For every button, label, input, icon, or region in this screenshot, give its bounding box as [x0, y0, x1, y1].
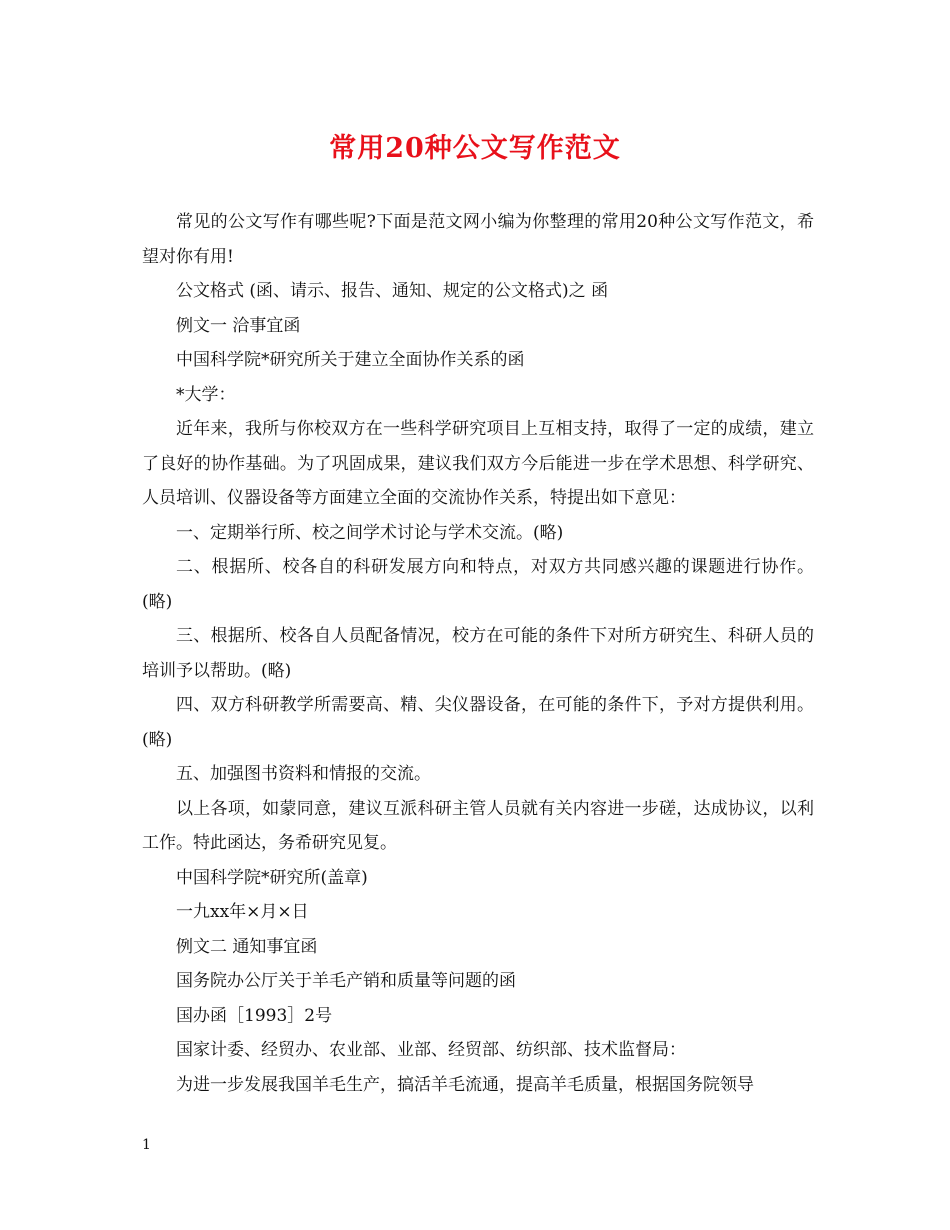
paragraph-letter-two-number: 国办函［1993］2号	[176, 1005, 333, 1026]
paragraph-item-five: 五、加强图书资料和情报的交流。	[176, 764, 431, 784]
paragraph-item-four: 四、双方科研教学所需要高、精、尖仪器设备，在可能的条件下，予对方提供利用。(略)	[142, 695, 814, 750]
paragraph-letter-two-body: 为进一步发展我国羊毛生产，搞活羊毛流通，提高羊毛质量，根据国务院领导	[176, 1074, 754, 1095]
document-title: 常用20种公文写作范文	[329, 133, 621, 164]
paragraph-example-two-heading: 例文二 通知事宜函	[176, 936, 318, 957]
paragraph-example-one-heading: 例文一 洽事宜函	[176, 315, 301, 336]
paragraph-letter-one-body: 近年来，我所与你校双方在一些科学研究项目上互相支持，取得了一定的成绩，建立了良好的协作基础。为了巩固成果，建议我们双方今后能进一步在学术思想、科学研究、人员培训、仪器设备等方面建立全面的交流协作关系，特提出如下意见：	[142, 419, 814, 508]
paragraph-letter-two-title: 国务院办公厅关于羊毛产销和质量等问题的函	[176, 971, 516, 991]
page-number: 1	[142, 1137, 151, 1153]
paragraph-letter-two-recipients: 国家计委、经贸办、农业部、业部、经贸部、纺织部、技术监督局：	[176, 1040, 686, 1060]
paragraph-item-two: 二、根据所、校各自的科研发展方向和特点，对双方共同感兴趣的课题进行协作。(略)	[142, 557, 814, 612]
paragraph-letter-one-date: 一九xx年×月×日	[176, 902, 309, 922]
paragraph-format-heading: 公文格式 (函、请示、报告、通知、规定的公文格式)之 函	[176, 281, 609, 301]
paragraph-letter-one-signature: 中国科学院*研究所(盖章)	[176, 867, 368, 888]
paragraph-letter-one-closing: 以上各项，如蒙同意，建议互派科研主管人员就有关内容进一步磋，达成协议，以利工作。特此函达，务希研究见复。	[142, 798, 814, 853]
paragraph-item-one: 一、定期举行所、校之间学术讨论与学术交流。(略)	[176, 522, 564, 543]
paragraph-item-three: 三、根据所、校各自人员配备情况，校方在可能的条件下对所方研究生、科研人员的培训予以帮助。(略)	[142, 626, 814, 681]
paragraph-letter-one-title: 中国科学院*研究所关于建立全面协作关系的函	[176, 350, 525, 370]
document-body	[142, 205, 814, 1102]
paragraph-intro: 常见的公文写作有哪些呢?下面是范文网小编为你整理的常用20种公文写作范文，希望对你有用!	[142, 212, 814, 267]
paragraph-letter-one-recipient: *大学：	[176, 384, 236, 405]
